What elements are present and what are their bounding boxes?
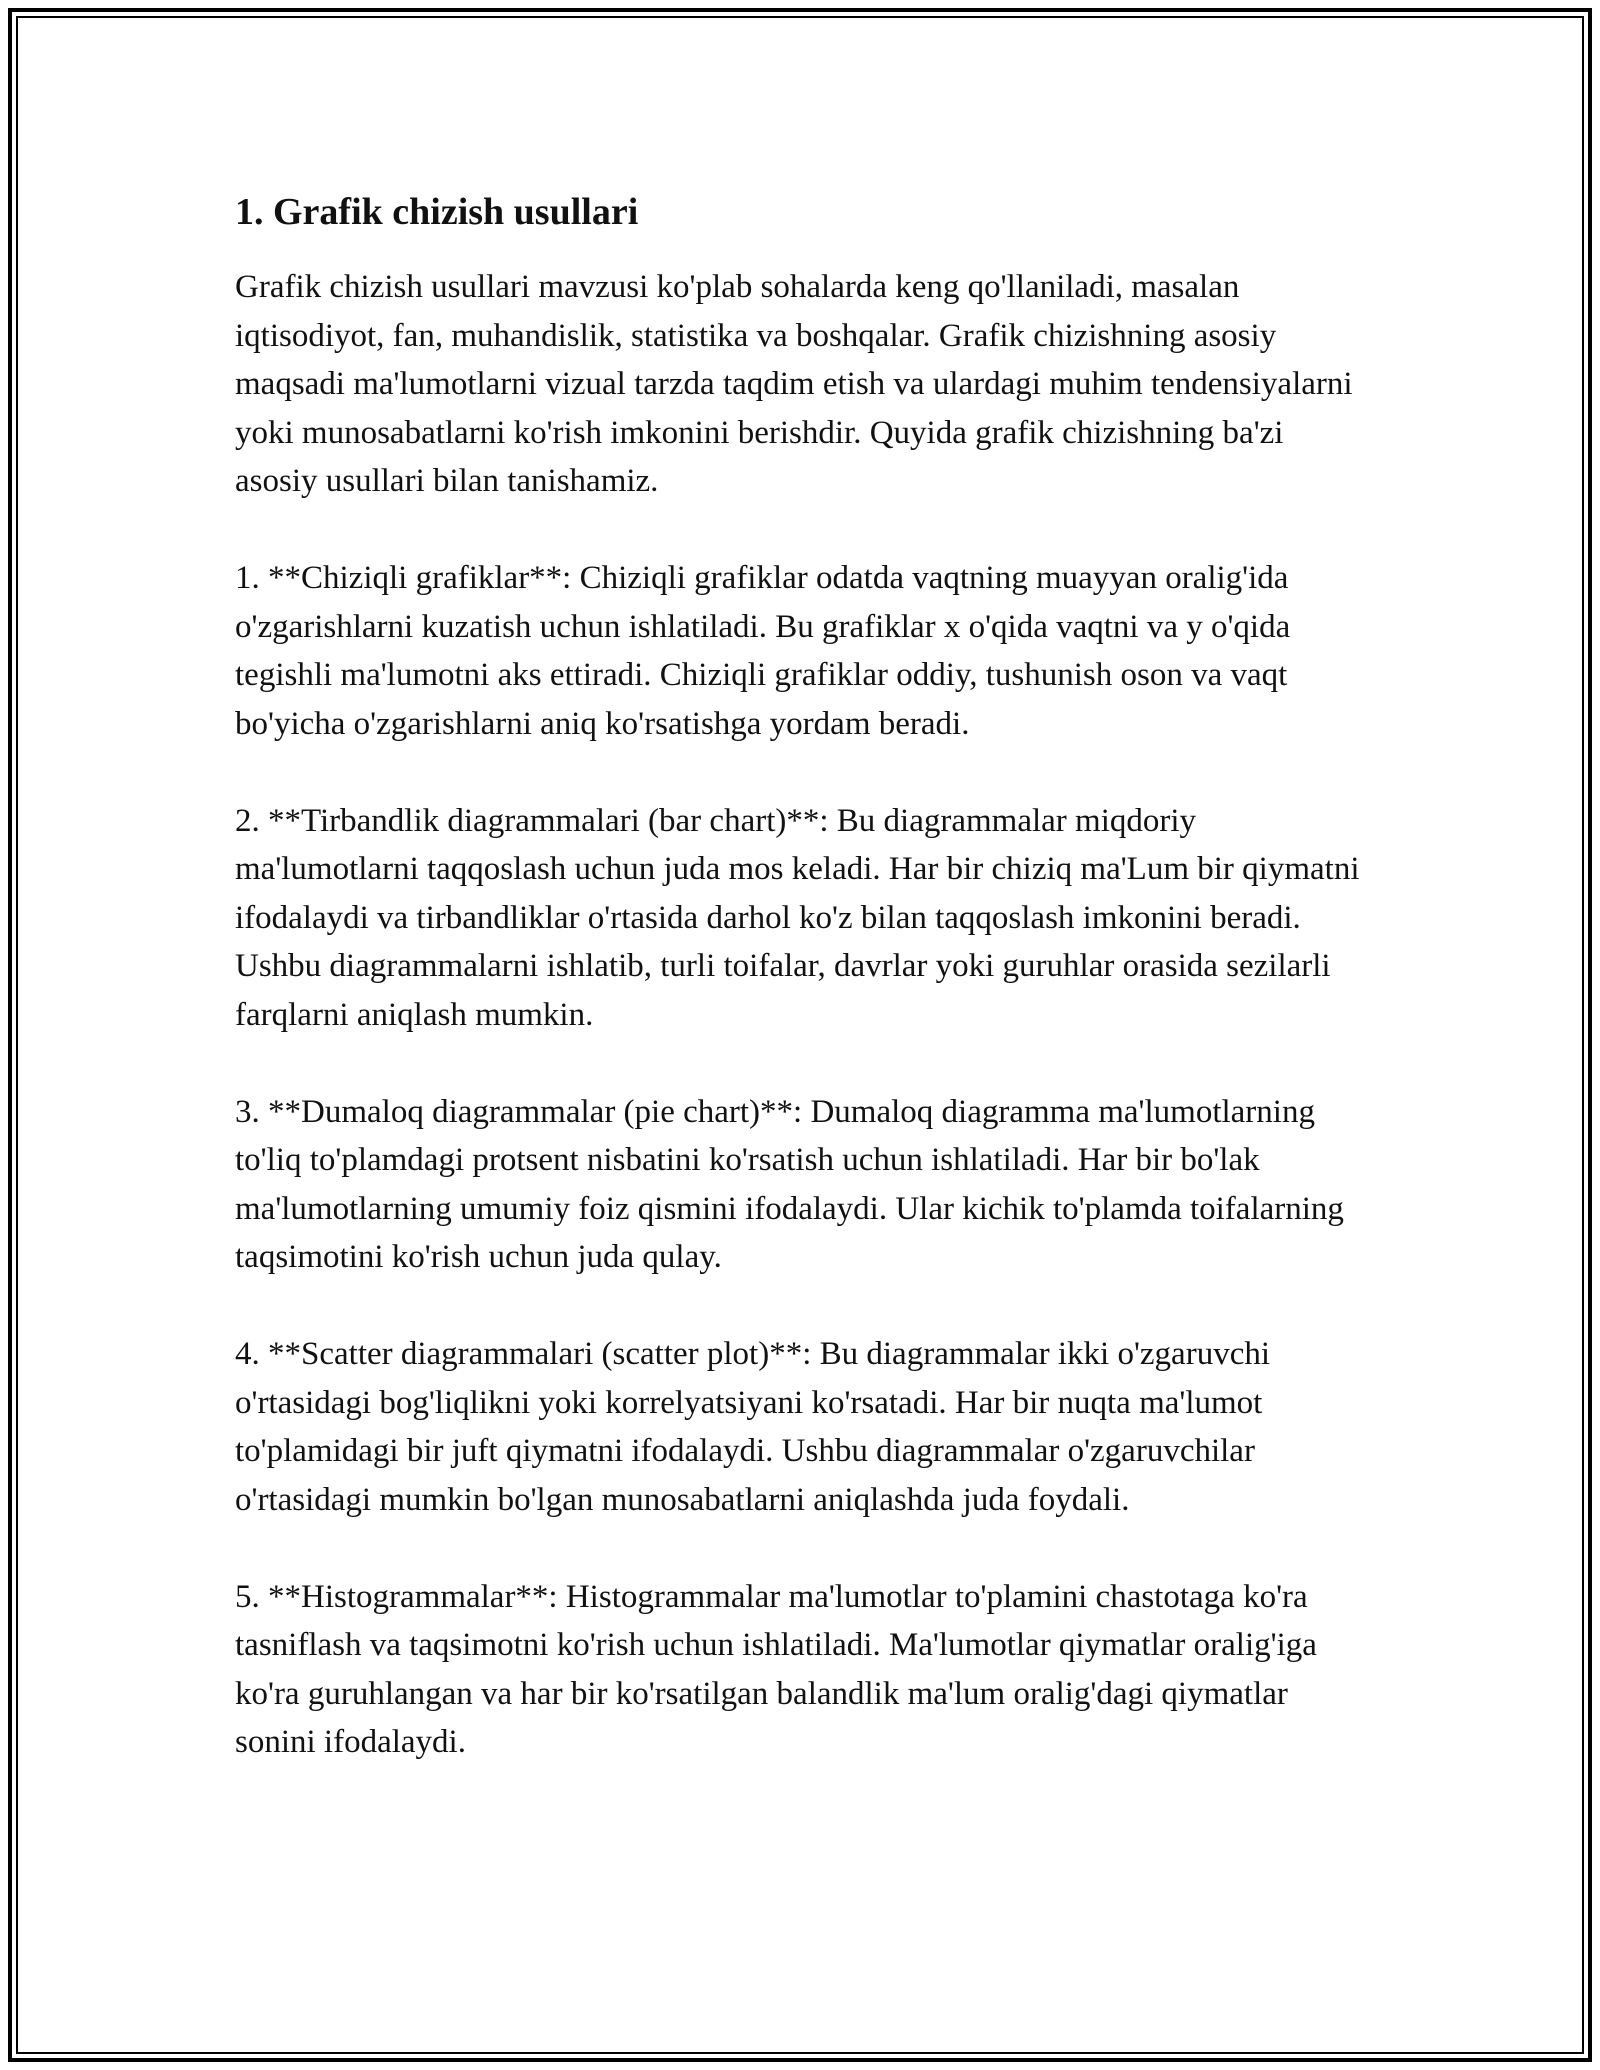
intro-paragraph: Grafik chizish usullari mavzusi ko'plab sohalarda keng qo'llaniladi, masalan iqtisodiyot, fan, muhandislik, statistika va boshqalar. Grafik chizishning asosiy maqsadi ma'lumotlarni vizual tarzda taqdim etish va ulardagi muhim tendensiyalarni yoki munosabatlarni ko'rish imkonini berishdir. Quyida grafik chizishning ba'zi asosiy usullari bilan tanishamiz. (235, 269, 1353, 499)
paragraph-pie-charts: 3. **Dumaloq diagrammalar (pie chart)**: Dumaloq diagramma ma'lumotlarning to'liq to'plamdagi protsent nisbatini ko'rsatish uchun ishlatiladi. Har bir bo'lak ma'lumotlarning umumiy foiz qismini ifodalaydi. Ular kichik to'plamda toifalarning taqsimotini ko'rish uchun juda qulay. (235, 1093, 1344, 1275)
paragraph-line-charts: 1. **Chiziqli grafiklar**: Chiziqli grafiklar odatda vaqtning muayyan oralig'ida o'zgarishlarni kuzatish uchun ishlatiladi. Bu grafiklar x o'qida vaqtni va y o'qida tegishli ma'lumotni aks ettiradi. Chiziqli grafiklar oddiy, tushunish oson va vaqt bo'yicha o'zgarishlarni aniq ko'rsatishga yordam beradi. (235, 560, 1291, 742)
paragraph-bar-charts: 2. **Tirbandlik diagrammalari (bar chart)**: Bu diagrammalar miqdoriy ma'lumotlarni taqqoslash uchun juda mos keladi. Har bir chiziq ma'Lum bir qiymatni ifodalaydi va tirbandliklar o'rtasida darhol ko'z bilan taqqoslash imkonini beradi. Ushbu diagrammalarni ishlatib, turli toifalar, davrlar yoki guruhlar orasida sezilarli farqlarni aniqlash mumkin. (235, 802, 1360, 1033)
paragraph-histograms: 5. **Histogrammalar**: Histogrammalar ma'lumotlar to'plamini chastotaga ko'ra tasniflash va taqsimotni ko'rish uchun ishlatiladi. Ma'lumotlar qiymatlar oralig'iga ko'ra guruhlangan va har bir ko'rsatilgan balandlik ma'lum oralig'dagi qiymatlar sonini ifodalaydi. (235, 1578, 1317, 1760)
document-body (235, 188, 1370, 1815)
section-heading: 1. Grafik chizish usullari (235, 191, 639, 233)
paragraph-scatter-plots: 4. **Scatter diagrammalari (scatter plot)**: Bu diagrammalar ikki o'zgaruvchi o'rtasidagi bog'liqlikni yoki korrelyatsiyani ko'rsatadi. Har bir nuqta ma'lumot to'plamidagi bir juft qiymatni ifodalaydi. Ushbu diagrammalar o'zgaruvchilar o'rtasidagi mumkin bo'lgan munosabatlarni aniqlashda juda foydali. (235, 1336, 1271, 1518)
